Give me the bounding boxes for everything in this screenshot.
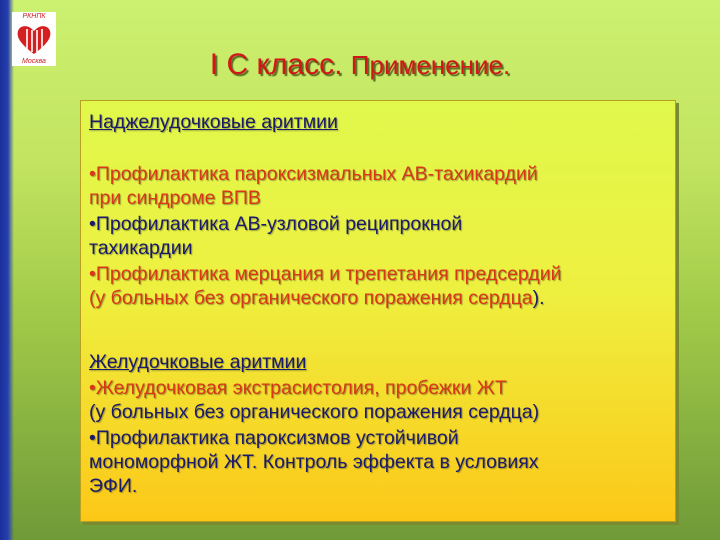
logo-top-text: РКНПК xyxy=(12,12,56,21)
list-item-5-line-3: ЭФИ. xyxy=(89,475,138,497)
slide-title xyxy=(0,48,720,82)
list-item-4-line-2: (у больных без органического поражения сердца) xyxy=(89,401,540,423)
list-item-2-line-1: •Профилактика АВ-узловой реципрокной xyxy=(89,213,463,235)
list-item-4-line-1: •Желудочковая экстрасистолия, пробежки ЖТ xyxy=(89,377,507,399)
list-item-1-line-2: при синдроме ВПВ xyxy=(89,187,261,209)
list-item-1-line-1: •Профилактика пароксизмальных АВ-тахикардий xyxy=(89,163,538,185)
list-item-5-line-2: мономорфной ЖТ. Контроль эффекта в условиях xyxy=(89,451,539,473)
section-heading-ventricular: Желудочковые аритмии xyxy=(89,351,307,373)
list-item-3-line-1: •Профилактика мерцания и трепетания предсердий xyxy=(89,263,562,285)
list-item-3-line-2-end: ). xyxy=(532,287,545,309)
section-heading-supraventricular: Наджелудочковые аритмии xyxy=(89,111,338,133)
list-item-2-line-2: тахикардии xyxy=(89,237,193,259)
title-sub: Применение. xyxy=(350,50,511,80)
list-item-5-line-1: •Профилактика пароксизмов устойчивой xyxy=(89,427,459,449)
logo-bottom-text: Москва xyxy=(12,57,56,66)
content-panel xyxy=(80,100,676,522)
title-main: I С класс. xyxy=(209,48,343,81)
list-item-3-line-2-text: (у больных без органического поражения сердца xyxy=(89,287,533,309)
list-item-3-line-2 xyxy=(89,286,545,310)
